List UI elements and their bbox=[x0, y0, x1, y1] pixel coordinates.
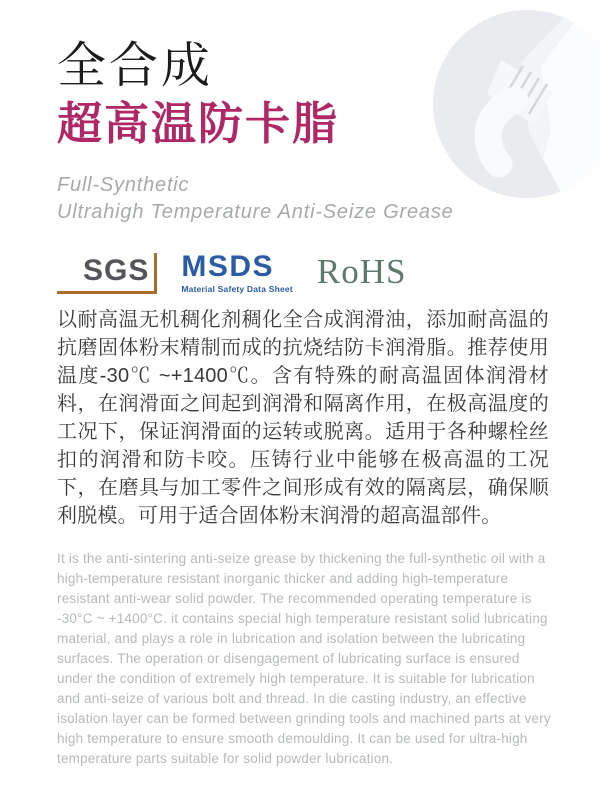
rohs-logo-text: RoHS bbox=[316, 252, 407, 291]
msds-logo-tagline: Material Safety Data Sheet bbox=[181, 284, 293, 294]
description-paragraph-en: It is the anti-sintering anti-seize grease by thickening the full-synthetic oil with a high-temperature resistant inorganic thicker and adding high-temperature resistant anti-wear solid powder. The recommended operating temperature is -30°C ~ +1400°C. it contains special high temperature resistant solid lubricating material, and plays a role in lubrication and isolation between the lubricating surfaces. The operation or disengagement of lubricating surface is ensured under the condition of extremely high temperature. It is suitable for lubrication and anti-seize of various bolt and thread. In die casting industry, an effective isolation layer can be formed between grinding tools and machined parts at very high temperature to ensure smooth demoulding. It can be used for ultra-high temperature parts suitable for solid powder lubrication. bbox=[57, 551, 551, 766]
certification-badges bbox=[57, 252, 406, 294]
subtitle-line-1: Full-Synthetic bbox=[57, 174, 190, 196]
rohs-logo bbox=[317, 252, 407, 292]
headline-block bbox=[57, 40, 339, 148]
tube-spout-shape bbox=[488, 100, 515, 164]
product-title-cn: 全合成 bbox=[57, 39, 214, 93]
product-title-accent-cn: 超高温防卡脂 bbox=[57, 97, 340, 149]
sgs-logo bbox=[57, 253, 157, 294]
msds-logo bbox=[181, 252, 293, 294]
product-photo-circle bbox=[433, 10, 600, 198]
description-paragraph-cn: 以耐高温无机稠化剂稠化全合成润滑油，添加耐高温的抗磨固体粉末精制而成的抗烧结防卡润滑脂。推荐使用温度-30℃ ~+1400℃。含有特殊的耐高温固体润滑材料，在润滑面之间起到润滑和隔离作用，在极高温度的工况下，保证润滑面的运转或脱离。适用于各种螺栓丝扣的润滑和防卡咬。压铸行业中能够在极高温的工况下，在磨具与加工零件之间形成有效的隔离层，确保顺利脱模。可用于适合固体粉末润滑的超高温部件。 bbox=[57, 309, 549, 527]
sgs-logo-text: SGS bbox=[83, 254, 150, 287]
subtitle-line-2: Ultrahigh Temperature Anti-Seize Grease bbox=[57, 201, 454, 223]
msds-logo-text: MSDS bbox=[181, 250, 275, 283]
grease-tube-image bbox=[433, 10, 600, 198]
product-subtitle-en bbox=[57, 172, 454, 226]
